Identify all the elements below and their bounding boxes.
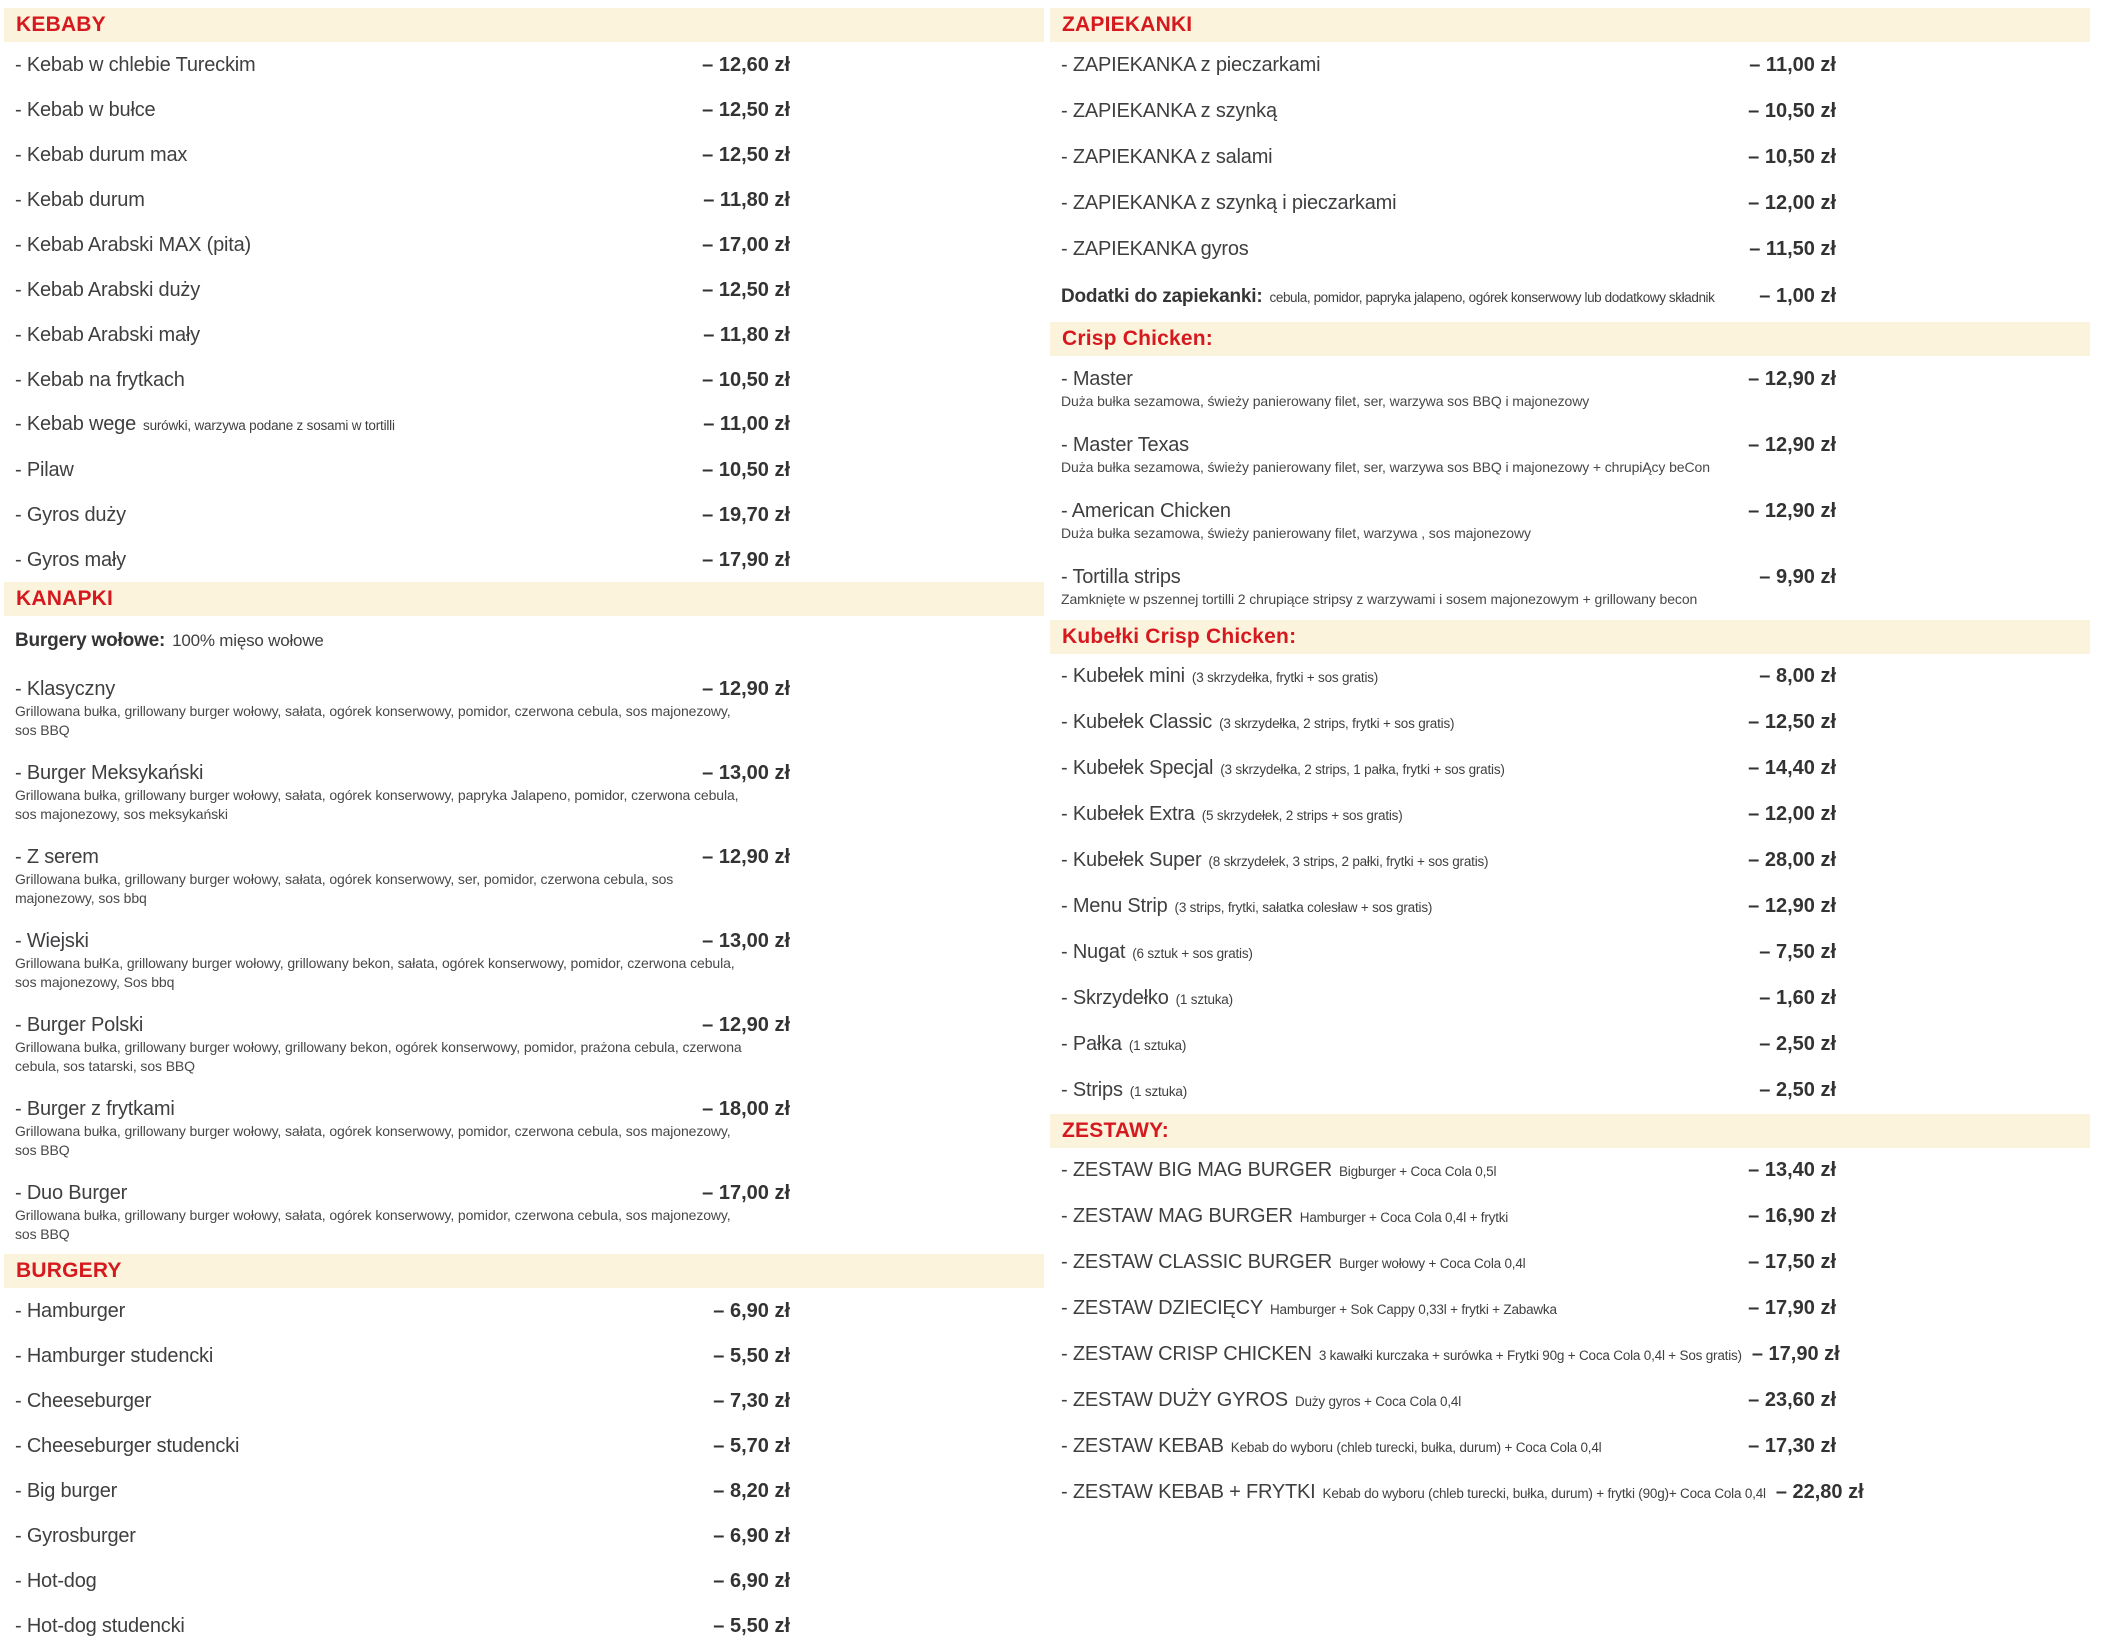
item-name: - Kebab wege xyxy=(15,412,137,435)
item-name: - ZESTAW KEBAB + FRYTKI xyxy=(1061,1481,1316,1503)
menu-item-row xyxy=(1050,42,2090,88)
item-price: – 9,90 zł xyxy=(1759,566,1836,588)
item-name: - Pilaw xyxy=(15,458,74,481)
intro-bold-label: Burgery wołowe: xyxy=(15,630,166,651)
item-price: – 10,50 zł xyxy=(1748,100,1836,122)
item-name: - ZAPIEKANKA z salami xyxy=(1061,146,1273,168)
item-inline-desc: Kebab do wyboru (chleb turecki, bułka, durum) + Coca Cola 0,4l xyxy=(1230,1440,1602,1455)
section-header-zapiekanki xyxy=(1050,8,2090,42)
item-line xyxy=(1061,52,1836,78)
menu-item-row xyxy=(4,1603,1044,1648)
item-description: Duża bułka sezamowa, świeży panierowany filet, warzywa , sos majonezowy xyxy=(1061,525,1531,541)
menu-item-row xyxy=(4,1558,1044,1603)
item-line xyxy=(1061,801,1836,829)
item-description: Duża bułka sezamowa, świeży panierowany filet, ser, warzywa sos BBQ i majonezowy xyxy=(1061,393,1590,409)
menu-item-row xyxy=(1050,1424,2090,1470)
menu-item-row xyxy=(4,1513,1044,1558)
item-price: – 6,90 zł xyxy=(713,1569,790,1592)
item-name: - Kebab durum max xyxy=(15,143,188,166)
menu-item-row xyxy=(1050,1240,2090,1286)
item-name: - Cheeseburger xyxy=(15,1389,152,1412)
item-name: - Strips xyxy=(1061,1079,1123,1101)
item-line xyxy=(1061,1387,1836,1415)
menu-item-row xyxy=(1050,180,2090,226)
menu-item-row xyxy=(1050,746,2090,792)
item-description: Zamknięte w pszennej tortilli 2 chrupiące stripsy z warzywami i sosem majonezowym + grillowany becon xyxy=(1061,591,1698,607)
item-price: – 13,00 zł xyxy=(702,930,790,952)
item-price: – 13,00 zł xyxy=(702,762,790,784)
item-line xyxy=(15,1012,790,1038)
item-price: – 1,00 zł xyxy=(1759,285,1836,307)
item-line xyxy=(15,1343,790,1369)
menu-item-row xyxy=(1050,488,2090,554)
section-rows-crisp-chicken xyxy=(1050,356,2090,620)
item-name: - ZESTAW DUŻY GYROS xyxy=(1061,1389,1288,1411)
section-title: BURGERY xyxy=(16,1259,122,1282)
item-inline-desc: Hamburger + Sok Cappy 0,33l + frytki + Zabawka xyxy=(1269,1302,1557,1317)
item-price: – 17,90 zł xyxy=(1748,1297,1836,1319)
menu-item-row xyxy=(1050,226,2090,272)
item-name: - Nugat xyxy=(1061,941,1126,963)
item-line xyxy=(1061,432,1836,458)
menu-item-row xyxy=(1050,1022,2090,1068)
item-name: - Hot-dog studencki xyxy=(15,1614,185,1637)
item-line xyxy=(15,1433,790,1459)
item-price: – 12,50 zł xyxy=(702,278,790,301)
item-price: – 17,90 zł xyxy=(1751,1343,1840,1365)
section-title: KEBABY xyxy=(16,13,106,36)
item-price: – 8,00 zł xyxy=(1759,665,1836,687)
item-line xyxy=(1061,1157,1836,1185)
item-name: - Klasyczny xyxy=(15,678,116,700)
menu-item-row xyxy=(1050,1148,2090,1194)
item-name: - ZESTAW CRISP CHICKEN xyxy=(1061,1343,1312,1365)
item-name: - Gyros mały xyxy=(15,548,126,571)
item-name: - Big burger xyxy=(15,1479,118,1502)
item-line xyxy=(15,1096,790,1122)
item-name: - Burger Meksykański xyxy=(15,762,204,784)
section-header-kubelki-crisp-chicken xyxy=(1050,620,2090,654)
menu-item-row xyxy=(4,750,1044,834)
item-line xyxy=(1061,985,1836,1013)
item-price: – 11,80 zł xyxy=(703,323,790,346)
item-line xyxy=(1061,283,1836,311)
menu-item-row xyxy=(4,312,1044,357)
section-rows-zapiekanki xyxy=(1050,42,2090,322)
section-rows-zestawy xyxy=(1050,1148,2090,1516)
menu-column-right xyxy=(1050,8,2090,1516)
item-name: - ZAPIEKANKA gyros xyxy=(1061,238,1249,260)
item-price: – 22,80 zł xyxy=(1775,1481,1864,1503)
item-inline-desc: (3 skrzydełka, frytki + sos gratis) xyxy=(1191,670,1379,685)
item-inline-desc: Hamburger + Coca Cola 0,4l + frytki xyxy=(1299,1210,1509,1225)
item-name-bold: Dodatki do zapiekanki: xyxy=(1061,286,1263,307)
item-price: – 17,00 zł xyxy=(702,233,790,256)
item-name: - Burger z frytkami xyxy=(15,1098,175,1120)
item-price: – 12,90 zł xyxy=(1748,895,1836,917)
section-header-crisp-chicken xyxy=(1050,322,2090,356)
menu-item-row xyxy=(1050,930,2090,976)
item-name: - Kebab Arabski duży xyxy=(15,278,200,301)
item-price: – 19,70 zł xyxy=(702,503,790,526)
item-price: – 17,50 zł xyxy=(1748,1251,1836,1273)
item-name: - ZESTAW BIG MAG BURGER xyxy=(1061,1159,1332,1181)
menu-item-row xyxy=(4,1002,1044,1086)
item-price: – 1,60 zł xyxy=(1759,987,1836,1009)
item-line xyxy=(1061,564,1836,590)
item-price: – 12,50 zł xyxy=(702,98,790,121)
menu-item-row xyxy=(4,1170,1044,1254)
item-name: - Pałka xyxy=(1061,1033,1122,1055)
item-inline-desc: Duży gyros + Coca Cola 0,4l xyxy=(1294,1394,1462,1409)
item-name: - Kebab Arabski MAX (pita) xyxy=(15,233,252,256)
item-price: – 5,70 zł xyxy=(713,1434,790,1457)
item-price: – 13,40 zł xyxy=(1748,1159,1836,1181)
item-description: Grillowana bułka, grillowany burger wołowy, sałata, ogórek konserwowy, pomidor, czerwona cebula, sos majonezowy, sos BBQ xyxy=(15,703,731,738)
intro-text: 100% mięso wołowe xyxy=(172,631,324,650)
item-line xyxy=(1061,1433,1836,1461)
item-line xyxy=(1061,236,1836,262)
menu-item-row xyxy=(1050,88,2090,134)
item-line xyxy=(15,1523,790,1549)
item-inline-desc: surówki, warzywa podane z sosami w tortilli xyxy=(143,417,395,433)
item-price: – 6,90 zł xyxy=(713,1524,790,1547)
item-price: – 12,90 zł xyxy=(1748,434,1836,456)
item-name: - Kubełek Specjal xyxy=(1061,757,1214,779)
item-name: - Hamburger xyxy=(15,1299,126,1322)
item-name: - ZAPIEKANKA z szynką i pieczarkami xyxy=(1061,192,1397,214)
item-line xyxy=(15,928,790,954)
item-name: - Kubełek Extra xyxy=(1061,803,1195,825)
item-inline-desc: (8 skrzydełek, 3 strips, 2 pałki, frytki + sos gratis) xyxy=(1208,854,1489,869)
item-price: – 12,90 zł xyxy=(1748,368,1836,390)
item-line xyxy=(15,97,790,123)
item-price: – 2,50 zł xyxy=(1759,1079,1836,1101)
item-price: – 6,90 zł xyxy=(713,1299,790,1322)
item-line xyxy=(15,322,790,348)
item-name: - Burger Polski xyxy=(15,1014,144,1036)
section-header-kebaby xyxy=(4,8,1044,42)
item-description: Grillowana bułKa, grillowany burger wołowy, grillowany bekon, sałata, ogórek konserwowy, pomidor, czerwona cebula, sos majonezowy, Sos bbq xyxy=(15,955,735,990)
item-name: - ZESTAW CLASSIC BURGER xyxy=(1061,1251,1332,1273)
item-line xyxy=(1061,1249,1836,1277)
menu-item-row xyxy=(1050,700,2090,746)
menu-item-row xyxy=(4,492,1044,537)
item-price: – 11,00 zł xyxy=(703,412,790,435)
item-name: - Kubełek Super xyxy=(1061,849,1202,871)
item-line xyxy=(15,142,790,168)
section-header-burgery xyxy=(4,1254,1044,1288)
menu-item-row xyxy=(4,834,1044,918)
item-line xyxy=(15,187,790,213)
item-price: – 12,50 zł xyxy=(1748,711,1836,733)
menu-item-row xyxy=(1050,792,2090,838)
menu-item-row xyxy=(4,402,1044,447)
item-inline-desc: Bigburger + Coca Cola 0,5l xyxy=(1338,1164,1497,1179)
item-price: – 12,90 zł xyxy=(702,846,790,868)
item-line xyxy=(1061,144,1836,170)
menu-item-row xyxy=(1050,1194,2090,1240)
item-price: – 12,90 zł xyxy=(702,1014,790,1036)
item-name: - Master Texas xyxy=(1061,434,1189,456)
item-name: - Skrzydełko xyxy=(1061,987,1169,1009)
item-name: - Hot-dog xyxy=(15,1569,97,1592)
menu-item-row xyxy=(4,447,1044,492)
section-rows-kebaby xyxy=(4,42,1044,582)
item-price: – 23,60 zł xyxy=(1748,1389,1836,1411)
item-name: - Master xyxy=(1061,368,1133,390)
item-name: - Hamburger studencki xyxy=(15,1344,214,1367)
item-line xyxy=(1061,755,1836,783)
item-price: – 10,50 zł xyxy=(702,458,790,481)
item-price: – 5,50 zł xyxy=(713,1344,790,1367)
item-line xyxy=(1061,1341,1840,1369)
item-line xyxy=(1061,893,1836,921)
item-description: Grillowana bułka, grillowany burger wołowy, sałata, ogórek konserwowy, pomidor, czerwona cebula, sos majonezowy, sos BBQ xyxy=(15,1207,731,1242)
menu-item-row xyxy=(1050,134,2090,180)
item-price: – 12,00 zł xyxy=(1748,192,1836,214)
item-name: - Cheeseburger studencki xyxy=(15,1434,240,1457)
item-price: – 17,90 zł xyxy=(702,548,790,571)
item-line xyxy=(15,1613,790,1639)
item-name: - Tortilla strips xyxy=(1061,566,1181,588)
item-name: - Kebab na frytkach xyxy=(15,368,185,391)
item-line xyxy=(15,52,790,78)
menu-item-row xyxy=(4,918,1044,1002)
section-title: ZAPIEKANKI xyxy=(1062,13,1193,36)
section-rows-kubelki-crisp-chicken xyxy=(1050,654,2090,1114)
item-line xyxy=(1061,1077,1836,1105)
item-price: – 12,90 zł xyxy=(702,678,790,700)
item-name: - Gyrosburger xyxy=(15,1524,136,1547)
item-line xyxy=(15,367,790,393)
item-inline-desc: (5 skrzydełek, 2 strips + sos gratis) xyxy=(1201,808,1403,823)
item-line xyxy=(15,1298,790,1324)
item-line xyxy=(1061,366,1836,392)
menu-item-row xyxy=(1050,1470,2090,1516)
item-line xyxy=(15,844,790,870)
item-name: - Kebab w chlebie Tureckim xyxy=(15,53,256,76)
section-title: Crisp Chicken: xyxy=(1062,327,1213,350)
item-line xyxy=(1061,1479,1864,1507)
item-name: - Kebab durum xyxy=(15,188,145,211)
item-line xyxy=(15,1388,790,1414)
item-inline-desc: 3 kawałki kurczaka + surówka + Frytki 90g + Coca Cola 0,4l + Sos gratis) xyxy=(1318,1348,1742,1363)
item-line xyxy=(15,1568,790,1594)
item-price: – 8,20 zł xyxy=(713,1479,790,1502)
item-line xyxy=(1061,939,1836,967)
menu-item-row xyxy=(1050,422,2090,488)
item-inline-desc: (1 sztuka) xyxy=(1175,992,1233,1007)
item-price: – 14,40 zł xyxy=(1748,757,1836,779)
item-name: - Duo Burger xyxy=(15,1182,128,1204)
item-price: – 17,30 zł xyxy=(1748,1435,1836,1457)
item-name: - ZAPIEKANKA z szynką xyxy=(1061,100,1277,122)
menu-item-row xyxy=(4,357,1044,402)
item-line xyxy=(1061,190,1836,216)
section-header-kanapki xyxy=(4,582,1044,616)
item-line xyxy=(15,1478,790,1504)
item-line xyxy=(15,547,790,573)
menu-item-row xyxy=(4,1468,1044,1513)
item-price: – 12,90 zł xyxy=(1748,500,1836,522)
menu-item-row xyxy=(4,87,1044,132)
item-description: Grillowana bułka, grillowany burger wołowy, sałata, ogórek konserwowy, papryka Jalapeno, pomidor, czerwona cebula, sos majonezowy, sos meksykański xyxy=(15,787,739,822)
item-price: – 16,90 zł xyxy=(1748,1205,1836,1227)
menu-item-row xyxy=(1050,356,2090,422)
item-line xyxy=(1061,1203,1836,1231)
item-line xyxy=(15,457,790,483)
item-description: Grillowana bułka, grillowany burger wołowy, sałata, ogórek konserwowy, pomidor, czerwona cebula, sos majonezowy, sos BBQ xyxy=(15,1123,731,1158)
menu-note-row xyxy=(1050,272,2090,322)
item-price: – 12,60 zł xyxy=(702,53,790,76)
item-price: – 28,00 zł xyxy=(1748,849,1836,871)
item-name: - Kubełek Classic xyxy=(1061,711,1213,733)
item-price: – 10,50 zł xyxy=(702,368,790,391)
item-inline-desc: (3 skrzydełka, 2 strips, 1 pałka, frytki + sos gratis) xyxy=(1220,762,1505,777)
item-price: – 11,80 zł xyxy=(703,188,790,211)
item-name: - Kebab Arabski mały xyxy=(15,323,200,346)
item-price: – 2,50 zł xyxy=(1759,1033,1836,1055)
item-price: – 7,30 zł xyxy=(713,1389,790,1412)
item-description: Grillowana bułka, grillowany burger wołowy, sałata, ogórek konserwowy, ser, pomidor, czerwona cebula, sos majonezowy, sos bbq xyxy=(15,871,674,906)
section-title: ZESTAWY: xyxy=(1062,1119,1169,1142)
item-line xyxy=(15,277,790,303)
menu-item-row xyxy=(4,1333,1044,1378)
menu-item-row xyxy=(4,177,1044,222)
item-inline-desc: Burger wołowy + Coca Cola 0,4l xyxy=(1339,1256,1526,1271)
menu-item-row xyxy=(4,1288,1044,1333)
menu-item-row xyxy=(1050,1332,2090,1378)
menu-item-row xyxy=(1050,1378,2090,1424)
item-name: - Kubełek mini xyxy=(1061,665,1185,687)
menu-item-row xyxy=(1050,554,2090,620)
item-line xyxy=(1061,847,1836,875)
item-line xyxy=(15,232,790,258)
item-inline-desc: (6 sztuk + sos gratis) xyxy=(1132,946,1253,961)
item-line xyxy=(1061,1031,1836,1059)
item-name: - American Chicken xyxy=(1061,500,1231,522)
section-header-zestawy xyxy=(1050,1114,2090,1148)
menu-item-row xyxy=(4,537,1044,582)
item-price: – 11,50 zł xyxy=(1749,238,1836,260)
item-name: - ZESTAW DZIECIĘCY xyxy=(1061,1297,1263,1319)
item-description: Duża bułka sezamowa, świeży panierowany filet, ser, warzywa sos BBQ i majonezowy + chrupiĄcy beCon xyxy=(1061,459,1710,475)
item-line xyxy=(15,502,790,528)
menu-item-row xyxy=(4,1086,1044,1170)
item-line xyxy=(15,411,790,439)
menu-column-left xyxy=(4,8,1044,1648)
menu-item-row xyxy=(4,1423,1044,1468)
item-line xyxy=(1061,709,1836,737)
item-description: Grillowana bułka, grillowany burger wołowy, grillowany bekon, ogórek konserwowy, pomidor, prażona cebula, czerwona cebula, sos tatarski, sos BBQ xyxy=(15,1039,742,1074)
item-inline-desc: (3 strips, frytki, sałatka colesław + sos gratis) xyxy=(1174,900,1433,915)
item-inline-desc: Kebab do wyboru (chleb turecki, bułka, durum) + frytki (90g)+ Coca Cola 0,4l xyxy=(1322,1486,1766,1501)
item-price: – 12,50 zł xyxy=(702,143,790,166)
item-line xyxy=(15,1180,790,1206)
section-intro-row xyxy=(4,616,1044,666)
item-name: - Gyros duży xyxy=(15,503,126,526)
item-price: – 11,00 zł xyxy=(1749,54,1836,76)
item-line xyxy=(1061,663,1836,691)
menu-item-row xyxy=(1050,1286,2090,1332)
item-price: – 18,00 zł xyxy=(702,1098,790,1120)
item-price: – 5,50 zł xyxy=(713,1614,790,1637)
item-name: - ZESTAW MAG BURGER xyxy=(1061,1205,1293,1227)
item-line xyxy=(1061,98,1836,124)
item-name: - Wiejski xyxy=(15,930,89,952)
item-line xyxy=(15,760,790,786)
item-inline-desc: (3 skrzydełka, 2 strips, frytki + sos gratis) xyxy=(1219,716,1455,731)
menu-item-row xyxy=(1050,884,2090,930)
section-title: KANAPKI xyxy=(16,587,114,610)
item-price: – 12,00 zł xyxy=(1748,803,1836,825)
item-line xyxy=(15,676,790,702)
menu-item-row xyxy=(4,1378,1044,1423)
item-inline-desc: cebula, pomidor, papryka jalapeno, ogórek konserwowy lub dodatkowy składnik xyxy=(1269,290,1715,305)
item-price: – 7,50 zł xyxy=(1759,941,1836,963)
item-line xyxy=(1061,498,1836,524)
item-name: - ZESTAW KEBAB xyxy=(1061,1435,1224,1457)
item-name: - Menu Strip xyxy=(1061,895,1168,917)
menu-item-row xyxy=(4,222,1044,267)
menu-item-row xyxy=(4,42,1044,87)
item-price: – 17,00 zł xyxy=(702,1182,790,1204)
item-name: - Z serem xyxy=(15,846,99,868)
menu-item-row xyxy=(1050,654,2090,700)
menu-item-row xyxy=(1050,976,2090,1022)
item-name: - ZAPIEKANKA z pieczarkami xyxy=(1061,54,1321,76)
item-line xyxy=(1061,1295,1836,1323)
menu-item-row xyxy=(4,267,1044,312)
section-rows-burgery xyxy=(4,1288,1044,1648)
item-inline-desc: (1 sztuka) xyxy=(1129,1084,1188,1099)
menu-item-row xyxy=(1050,838,2090,884)
menu-item-row xyxy=(1050,1068,2090,1114)
menu-item-row xyxy=(4,132,1044,177)
section-rows-kanapki xyxy=(4,616,1044,1254)
intro-line xyxy=(15,628,790,654)
item-inline-desc: (1 sztuka) xyxy=(1128,1038,1187,1053)
item-name: - Kebab w bułce xyxy=(15,98,156,121)
section-title: Kubełki Crisp Chicken: xyxy=(1062,625,1297,648)
item-price: – 10,50 zł xyxy=(1748,146,1836,168)
menu-item-row xyxy=(4,666,1044,750)
